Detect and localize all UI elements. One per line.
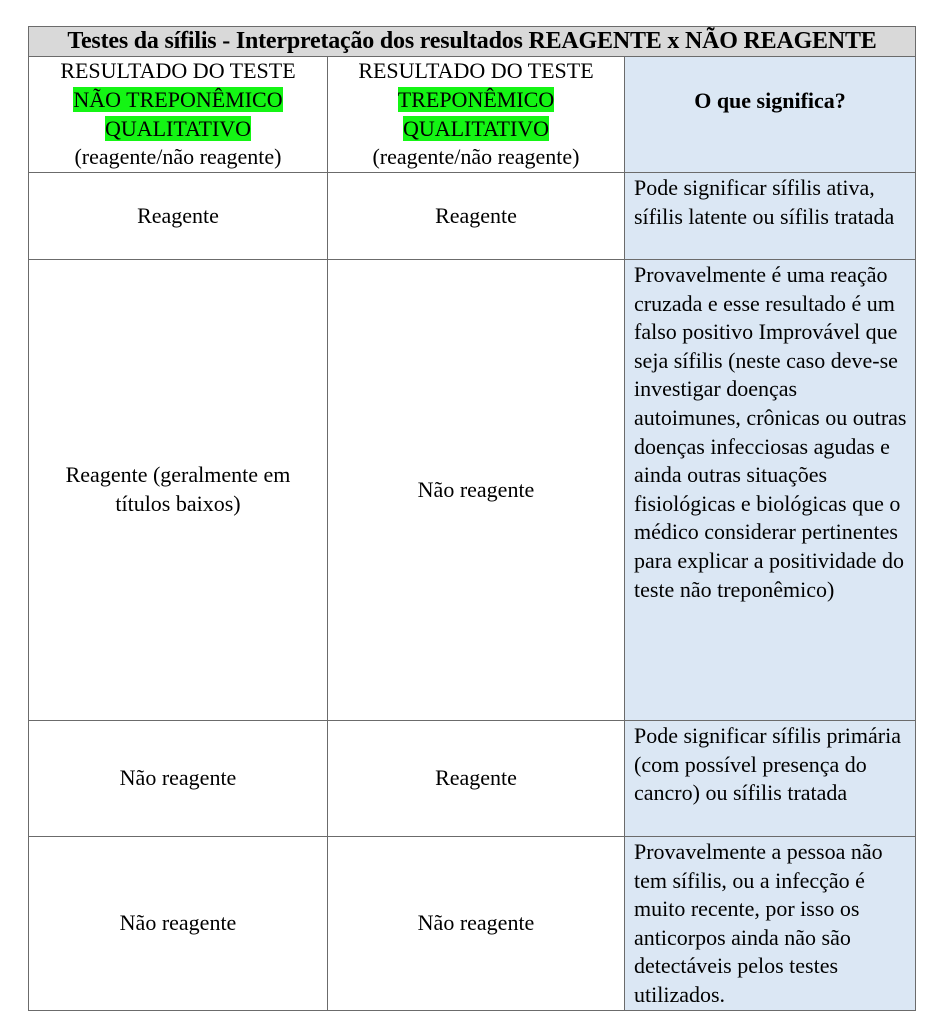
- cell-meaning: Provavelmente a pessoa não tem sífilis, ou a infecção é muito recente, por isso os anticorpos ainda não são detectáveis pelos testes utilizados.: [625, 837, 916, 1011]
- table-header-row: [29, 57, 916, 173]
- cell-nontreponemal: Não reagente: [29, 721, 328, 837]
- cell-nontreponemal: Reagente (geralmente em títulos baixos): [29, 260, 328, 721]
- header-treponemal-line4: (reagente/não reagente): [372, 144, 580, 170]
- cell-meaning: Pode significar sífilis ativa, sífilis latente ou sífilis tratada: [625, 173, 916, 260]
- table-row: [29, 721, 916, 837]
- cell-meaning: Pode significar sífilis primária (com possível presença do cancro) ou sífilis tratada: [625, 721, 916, 837]
- header-treponemal: [328, 57, 625, 173]
- header-meaning: O que significa?: [625, 57, 916, 173]
- cell-treponemal: Não reagente: [328, 260, 625, 721]
- table-title-row: [29, 27, 916, 57]
- header-treponemal-line1: RESULTADO DO TESTE: [358, 58, 594, 84]
- table-row: [29, 260, 916, 721]
- header-nontreponemal-line1: RESULTADO DO TESTE: [60, 58, 296, 84]
- cell-treponemal: Reagente: [328, 173, 625, 260]
- cell-nontreponemal: Reagente: [29, 173, 328, 260]
- cell-nontreponemal: Não reagente: [29, 837, 328, 1011]
- cell-treponemal: Reagente: [328, 721, 625, 837]
- header-treponemal-highlight1: TREPONÊMICO: [397, 86, 555, 112]
- syphilis-results-table: [28, 26, 916, 1011]
- header-nontreponemal-highlight2: QUALITATIVO: [104, 115, 252, 141]
- table-row: [29, 173, 916, 260]
- cell-treponemal: Não reagente: [328, 837, 625, 1011]
- syphilis-table-container: [28, 26, 915, 1011]
- cell-meaning: Provavelmente é uma reação cruzada e esse resultado é um falso positivo Improvável que seja sífilis (neste caso deve-se investigar doenças autoimunes, crônicas ou outras doenças infecciosas agudas e ainda outras situações fisiológicas e biológicas que o médico considerar pertinentes para explicar a positividade do teste não treponêmico): [625, 260, 916, 721]
- header-nontreponemal: [29, 57, 328, 173]
- header-treponemal-highlight2: QUALITATIVO: [402, 115, 550, 141]
- header-nontreponemal-line4: (reagente/não reagente): [74, 144, 282, 170]
- header-nontreponemal-highlight1: NÃO TREPONÊMICO: [73, 86, 283, 112]
- table-row: [29, 837, 916, 1011]
- table-title: Testes da sífilis - Interpretação dos resultados REAGENTE x NÃO REAGENTE: [29, 27, 916, 57]
